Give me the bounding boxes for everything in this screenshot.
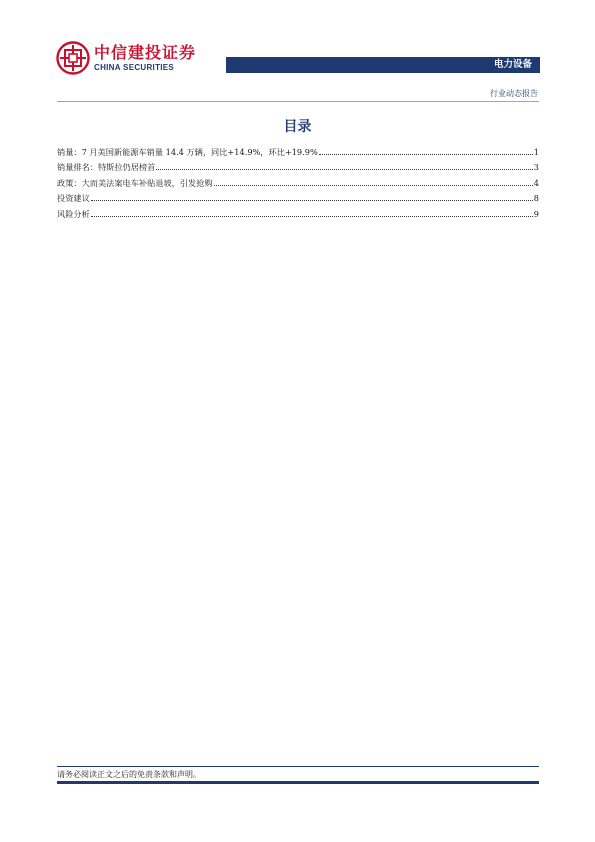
toc-entry-text: 投资建议: [57, 193, 90, 204]
logo-english-name: CHINA SECURITIES: [94, 62, 175, 72]
toc-entry[interactable]: [57, 189, 539, 205]
report-type-label: 行业动态报告: [490, 89, 538, 98]
company-logo: [56, 40, 196, 76]
toc-entry[interactable]: [57, 204, 539, 220]
toc-entry-page: 9: [533, 208, 539, 219]
toc-leader-dots: [156, 169, 533, 170]
toc-entry-page: 1: [533, 146, 539, 157]
toc-entry-page: 3: [533, 162, 539, 173]
toc-leader-dots: [91, 216, 533, 217]
toc-leader-dots: [91, 200, 533, 201]
logo-chinese-name: 中信建投证券: [94, 42, 197, 62]
toc-leader-dots: [319, 154, 533, 155]
sector-label: 电力设备: [493, 59, 532, 70]
toc-entry-text: 销量：7 月美国新能源车销量 14.4 万辆，同比+14.9%，环比+19.9%: [57, 146, 318, 157]
sector-band: [226, 57, 540, 73]
toc-entry[interactable]: [57, 158, 539, 174]
toc-entry-text: 政策：大而美法案电车补贴退坡，引发抢购: [57, 177, 213, 188]
page-header: [0, 0, 595, 98]
toc-entry-text: 风险分析: [57, 208, 90, 219]
toc-title: 目录: [283, 119, 312, 135]
footer-bar: [57, 781, 539, 784]
header-divider: [57, 101, 539, 102]
toc-entry-page: 4: [533, 177, 539, 188]
toc-entry-text: 销量排名：特斯拉仍居榜首: [57, 162, 156, 173]
footer-divider: [57, 766, 539, 767]
toc-leader-dots: [214, 185, 533, 186]
footer-disclaimer: 请务必阅读正文之后的免责条款和声明。: [57, 770, 201, 779]
toc-entry[interactable]: [57, 173, 539, 189]
table-of-contents: [57, 142, 539, 220]
toc-entry[interactable]: [57, 142, 539, 158]
toc-entry-page: 8: [533, 193, 539, 204]
citic-logo-icon: [56, 41, 90, 75]
